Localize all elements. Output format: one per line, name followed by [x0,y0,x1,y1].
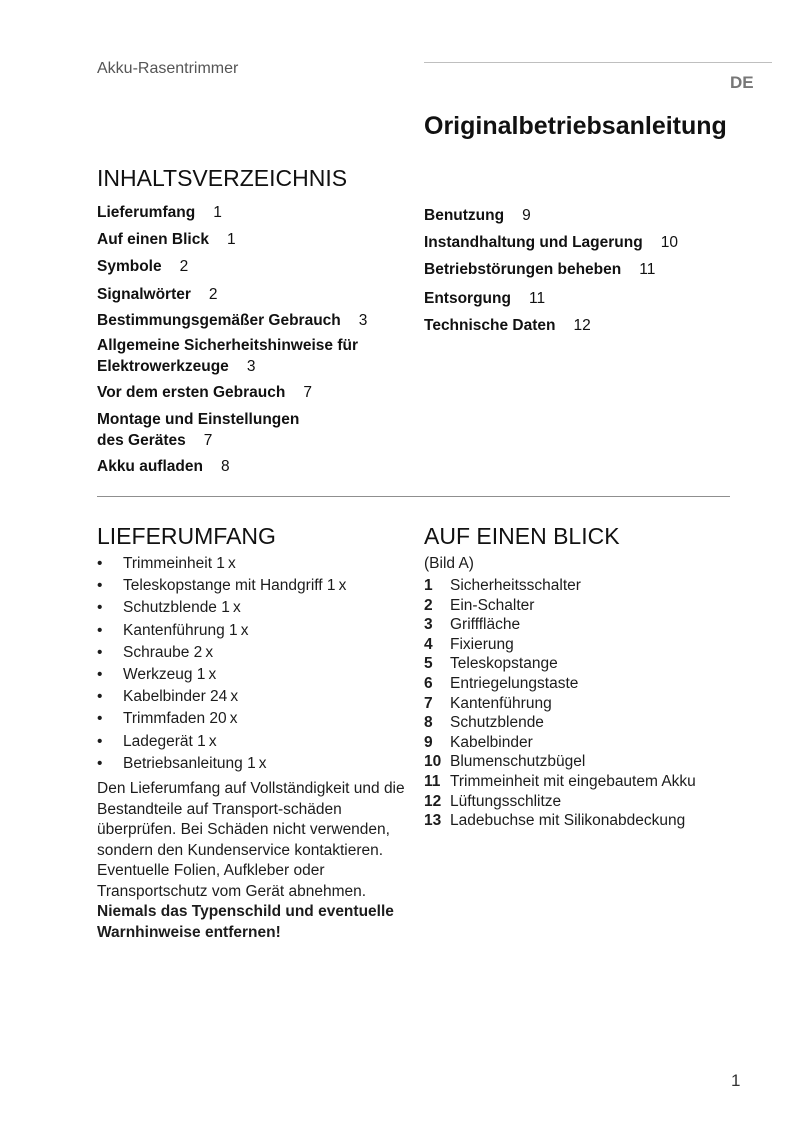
scope-item [97,597,407,619]
scope-item-label: Trimmfaden 20 x [123,710,238,728]
toc-entry[interactable] [424,259,655,280]
toc-entry[interactable] [97,202,222,223]
toc-entry-title: Benutzung [424,207,505,224]
part-number: 9 [424,733,433,751]
scope-notes [97,779,417,943]
scope-item-label: Schraube 2 x [123,643,214,661]
part-label: Ein-Schalter [450,596,535,614]
scope-item-label: Schutzblende 1 x [123,599,241,617]
toc-page-number: 2 [208,286,218,303]
part-number: 4 [424,635,433,653]
bullet-icon: • [97,621,103,639]
glance-figure-ref: (Bild A) [424,555,474,572]
part-number: 7 [424,694,433,712]
bullet-icon: • [97,665,103,683]
part-item [424,576,696,596]
toc-entry-title: Allgemeine Sicherheitshinweise für [97,337,358,354]
toc-entry[interactable] [97,310,367,331]
part-item [424,811,696,831]
scope-item-label: Trimmeinheit 1 x [123,555,236,572]
bullet-icon: • [97,577,103,595]
page-number: 1 [731,1071,741,1090]
toc-entry[interactable] [424,232,678,253]
toc-page-number: 1 [226,231,236,248]
toc-entry[interactable] [97,382,312,403]
toc-entry-title: Auf einen Blick [97,231,209,248]
toc-entry-title: Entsorgung [424,290,511,307]
toc-entry-title: Signalwörter [97,286,191,303]
document-title: Originalbetriebsanleitung [424,112,727,140]
toc-entry[interactable] [97,229,236,250]
scope-item [97,575,407,597]
part-number: 2 [424,596,433,614]
toc-page-number: 8 [220,458,230,475]
toc-page-number: 9 [522,207,531,224]
part-number: 10 [424,753,442,771]
scope-item-label: Betriebsanleitung 1 x [123,754,267,772]
scope-item [97,753,407,775]
part-label: Blumenschutzbügel [450,753,586,771]
parts-list [424,576,696,831]
toc-entry-title: Betriebstörungen beheben [424,261,622,278]
part-label: Kabelbinder [450,733,533,751]
scope-item [97,731,407,753]
toc-entry[interactable] [97,456,230,477]
toc-entry-title: Symbole [97,258,162,275]
toc-entry-title: Lieferumfang [97,204,196,221]
scope-item [97,620,407,642]
toc-entry-title: Vor dem ersten Gebrauch [97,384,286,401]
part-number: 5 [424,655,433,673]
part-label: Entriegelungstaste [450,674,579,692]
bullet-icon: • [97,732,103,750]
part-label: Fixierung [450,635,514,653]
part-label: Trimmeinheit mit eingebautem Akku [450,772,696,790]
toc-entry-title: Akku aufladen [97,458,203,475]
scope-paragraph-remove: Eventuelle Folien, Aufkleber oder Transportschutz vom Gerät abnehmen. [97,862,367,900]
toc-entry-title: Technische Daten [424,317,556,334]
scope-item [97,553,407,575]
part-number: 11 [424,772,441,790]
bullet-icon: • [97,643,103,661]
toc-page-number: 3 [358,312,368,329]
bullet-icon: • [97,710,103,728]
toc-page-number: 7 [303,384,312,401]
part-item [424,654,696,674]
toc-entry[interactable] [424,315,591,336]
part-label: Ladebuchse mit Silikonabdeckung [450,812,686,830]
toc-entry-title: Elektrowerkzeuge [97,358,229,375]
scope-item [97,664,407,686]
scope-item-label: Ladegerät 1 x [123,732,217,750]
part-number: 13 [424,812,442,830]
product-name: Akku-Rasentrimmer [97,60,239,77]
scope-warning: Niemals das Typenschild und eventuelle Warnhinweise entfernen! [97,903,394,941]
part-label: Schutzblende [450,714,544,732]
toc-entry-title: des Gerätes [97,432,186,449]
scope-item-label: Kantenführung 1 x [123,621,249,639]
part-label: Lüftungsschlitze [450,792,562,810]
toc-page-number: 10 [660,234,678,251]
header-divider [424,62,772,63]
bullet-icon: • [97,688,103,706]
toc-heading: INHALTSVERZEICHNIS [97,165,348,191]
scope-paragraph-check: Den Lieferumfang auf Vollständigkeit und die Bestandteile auf Transport-schäden überprüfen. Bei Schäden nicht verwenden, sondern den Kundenservice kontaktieren. [97,780,405,859]
scope-item [97,686,407,708]
scope-item [97,642,407,664]
part-item [424,596,696,616]
section-divider [97,496,730,497]
part-number: 1 [424,577,433,594]
part-item [424,713,696,733]
toc-entry-title: Instandhaltung und Lagerung [424,234,643,251]
toc-page-number: 11 [528,290,546,307]
toc-page-number: 1 [213,204,222,221]
bullet-icon: • [97,599,103,617]
part-item [424,792,696,812]
toc-entry[interactable] [97,256,188,277]
toc-entry[interactable] [97,409,299,451]
part-item [424,752,696,772]
glance-heading: AUF EINEN BLICK [424,523,620,549]
toc-entry[interactable] [97,335,358,377]
toc-page-number: 3 [246,358,256,375]
toc-page-number: 2 [179,258,189,275]
bullet-icon: • [97,754,103,772]
part-label: Grifffläche [450,616,521,634]
part-label: Sicherheitsschalter [450,577,581,594]
scope-heading: LIEFERUMFANG [97,523,276,549]
part-number: 8 [424,714,433,732]
scope-item-label: Kabelbinder 24 x [123,688,239,706]
part-label: Kantenführung [450,694,552,712]
part-item [424,733,696,753]
toc-page-number: 12 [573,317,591,334]
scope-item [97,708,407,730]
part-item [424,694,696,714]
toc-entry[interactable] [424,205,531,226]
toc-entry[interactable] [424,288,545,309]
bullet-icon: • [97,555,103,572]
part-number: 6 [424,674,433,692]
part-number: 3 [424,616,433,634]
toc-entry-title: Montage und Einstellungen [97,411,300,428]
scope-item-label: Werkzeug 1 x [123,665,217,683]
part-number: 12 [424,792,442,810]
toc-entry[interactable] [97,284,218,305]
part-item [424,772,696,792]
scope-list [97,553,407,775]
scope-item-label: Teleskopstange mit Handgriff 1 x [123,577,347,595]
part-item [424,674,696,694]
part-item [424,615,696,635]
part-item [424,635,696,655]
toc-page-number: 7 [203,432,213,449]
toc-entry-title: Bestimmungsgemäßer Gebrauch [97,312,341,329]
language-tag: DE [730,73,754,92]
part-label: Teleskopstange [450,655,558,673]
toc-page-number: 11 [639,261,656,278]
